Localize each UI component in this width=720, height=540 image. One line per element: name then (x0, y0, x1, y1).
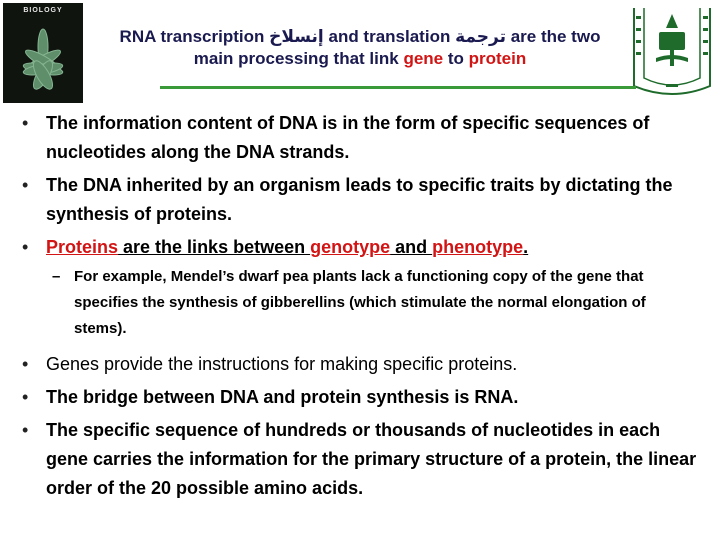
bullet-item (22, 109, 702, 167)
bullet-dot: • (22, 113, 29, 133)
bullet-text-part: . (523, 237, 529, 257)
bullet-dot: • (22, 420, 29, 440)
slide-title (95, 26, 625, 70)
bullet-dot: • (22, 387, 29, 407)
title-gene-highlight: gene (403, 49, 444, 68)
bullet-dot: • (22, 175, 29, 195)
title-divider (160, 86, 636, 89)
sub-bullet-dash: – (52, 268, 61, 285)
title-text-part: RNA transcription (119, 27, 270, 46)
title-text-part: to (443, 49, 469, 68)
title-protein-highlight: protein (468, 49, 527, 68)
bullet-item (22, 383, 702, 412)
succulent-plant-icon (3, 17, 83, 103)
arabic-term-transcription: إنسلاخ (269, 27, 324, 46)
bullet-item (22, 416, 702, 503)
proteins-link-term: Proteins (46, 237, 119, 257)
bullet-text: The information content of DNA is in the form of specific sequences of nucleotides along the DNA strands. (46, 113, 650, 162)
university-seal-logo (626, 2, 718, 100)
bullet-item (22, 233, 702, 262)
bullet-list (22, 109, 702, 507)
title-text-part: are the two (505, 27, 601, 46)
sub-bullet-text: For example, Mendel’s dwarf pea plants lack a functioning copy of the gene that specifies the synthesis of gibberellins (which stimulate the normal elongation of stems). (74, 268, 646, 337)
genotype-term: genotype (310, 237, 391, 257)
bullet-text: The bridge between DNA and protein synthesis is RNA. (46, 387, 519, 407)
book-title: BIOLOGY (23, 7, 63, 14)
phenotype-term: phenotype (432, 237, 524, 257)
bullet-dot: • (22, 354, 29, 374)
bullet-item (22, 350, 702, 379)
bullet-dot: • (22, 237, 29, 257)
bullet-text-part: are the links between (118, 237, 311, 257)
bullet-text: Genes provide the instructions for making specific proteins. (46, 354, 518, 374)
title-text-part: and translation (323, 27, 456, 46)
bullet-text: The specific sequence of hundreds or thousands of nucleotides in each gene carries the information for the primary structure of a protein, the linear order of the 20 possible amino acids. (46, 420, 697, 498)
bullet-text (46, 233, 702, 262)
arabic-term-translation: ترجمة (455, 27, 506, 46)
sub-bullet-item (52, 264, 702, 342)
title-text-part: main processing that link (193, 49, 404, 68)
bullet-text: The DNA inherited by an organism leads to specific traits by dictating the synthesis of proteins. (46, 175, 673, 224)
bullet-text-part: and (390, 237, 433, 257)
biology-book-cover-image (3, 3, 83, 103)
bullet-item (22, 171, 702, 229)
